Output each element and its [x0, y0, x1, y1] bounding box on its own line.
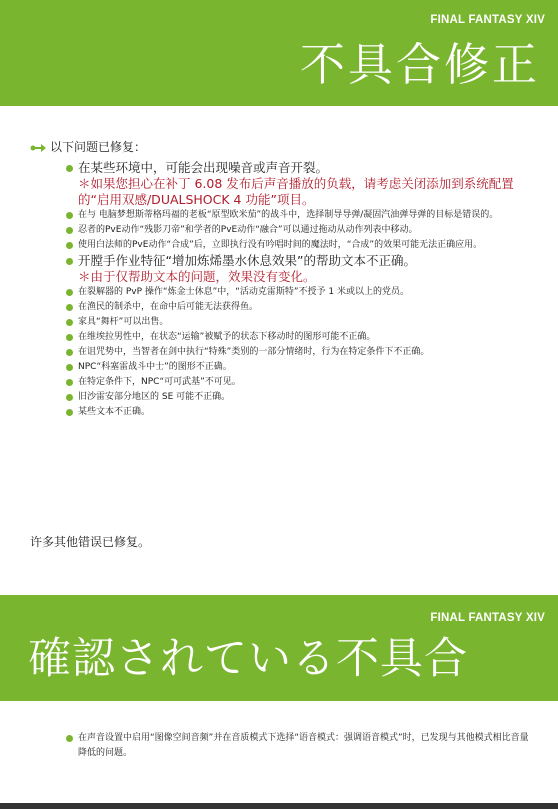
bullet-dot-icon	[66, 364, 73, 371]
list-item-text: 在某些环境中，可能会出现噪音或声音开裂。	[78, 160, 329, 175]
list-item-text: 家具“舞杆”可以出售。	[78, 317, 169, 327]
list-item	[66, 208, 536, 223]
list-item	[66, 285, 536, 300]
list-item-text: 某些文本不正确。	[78, 407, 151, 417]
bullet-dot-icon	[66, 242, 73, 249]
bullet-dot-icon	[66, 735, 73, 742]
arrow-right-icon	[30, 142, 46, 152]
fixed-issues-header	[30, 138, 146, 155]
list-item-text: 旧沙雷安部分地区的 SE 可能不正确。	[78, 392, 231, 402]
list-item-text: 在诅咒势中，当智者在剑中执行“特殊”类别的一部分情绪时，行为在特定条件下不正确。	[78, 347, 430, 357]
bullet-dot-icon	[66, 349, 73, 356]
bullet-dot-icon	[66, 289, 73, 296]
known-issues-banner	[0, 595, 558, 701]
list-item-text: 在声音设置中启用“图像空间音频”并在音质模式下选择“语音模式：强调语音模式”时，已发现与其他模式相比音量降低的问题。	[78, 733, 529, 758]
other-fixes-text: 许多其他错误已修复。	[30, 535, 151, 549]
fixed-issues-list	[66, 160, 536, 420]
list-item-text: 忍者的PvE动作“残影刀帝”和学者的PvE动作“融合”可以通过拖动从动作列表中移动。	[78, 225, 418, 235]
list-item-text: 在渔民的制杀中，在命中后可能无法获得鱼。	[78, 302, 259, 312]
list-item	[66, 315, 536, 330]
list-item	[66, 330, 536, 345]
bullet-dot-icon	[66, 304, 73, 311]
list-item-text: 开膛手作业特征“增加炼烯墨水休息效果”的帮助文本不正确。	[78, 253, 416, 268]
header-banner	[0, 0, 558, 106]
list-item	[66, 405, 536, 420]
list-item	[66, 253, 536, 285]
list-item	[66, 238, 536, 253]
list-item-text: 在与 电脑梦想斯蒂格玛福的老板“原型欧米茄”的战斗中，选择制导导弹/凝固汽油弹导弹的目标是错误的。	[78, 210, 499, 220]
list-item-text: 使用白法师的PvE动作“合成”后，立即执行没有吟唱时间的魔法时，“合成”的效果可能无法正确应用。	[78, 240, 483, 250]
section-title: 確認されている不具合	[28, 634, 468, 684]
brand-label: FINAL FANTASY XIV	[430, 14, 545, 26]
list-item	[66, 345, 536, 360]
bullet-dot-icon	[66, 319, 73, 326]
bullet-dot-icon	[66, 165, 73, 172]
bullet-dot-icon	[66, 409, 73, 416]
bullet-dot-icon	[66, 394, 73, 401]
bullet-dot-icon	[66, 334, 73, 341]
bullet-dot-icon	[66, 379, 73, 386]
list-item	[66, 375, 536, 390]
list-item-note: ＊由于仅帮助文本的问题，效果没有变化。	[78, 269, 316, 284]
bullet-dot-icon	[66, 227, 73, 234]
list-item-text: 在维埃拉男性中，在状态“运输”被赋予的状态下移动时的图形可能不正确。	[78, 332, 376, 342]
list-item	[66, 223, 536, 238]
list-item	[66, 390, 536, 405]
list-item-note: ＊如果您担心在补丁 6.08 发布后声音播放的负载，请考虑关闭添加到系统配置的“启用双感/DUALSHOCK 4 功能”项目。	[78, 176, 514, 207]
bullet-dot-icon	[66, 212, 73, 219]
list-item	[66, 160, 536, 208]
list-item-text: 在特定条件下，NPC“可可武基”不可见。	[78, 377, 241, 387]
fixed-issues-label: 以下问题已修复：	[50, 140, 147, 154]
bullet-dot-icon	[66, 258, 73, 265]
list-item	[66, 360, 536, 375]
known-issues-list	[66, 731, 536, 761]
list-item-text: NPC“科塞雷战斗中士”的图形不正确。	[78, 362, 232, 372]
bottom-divider	[0, 803, 558, 809]
section-title: 不具合修正	[299, 38, 540, 91]
list-item	[66, 731, 536, 761]
list-item	[66, 300, 536, 315]
list-item-text: 在裂解器的 PvP 操作“炼金士休息”中，“活动克雷斯特”不授予 1 米或以上的党员。	[78, 287, 410, 297]
brand-label: FINAL FANTASY XIV	[430, 612, 545, 624]
